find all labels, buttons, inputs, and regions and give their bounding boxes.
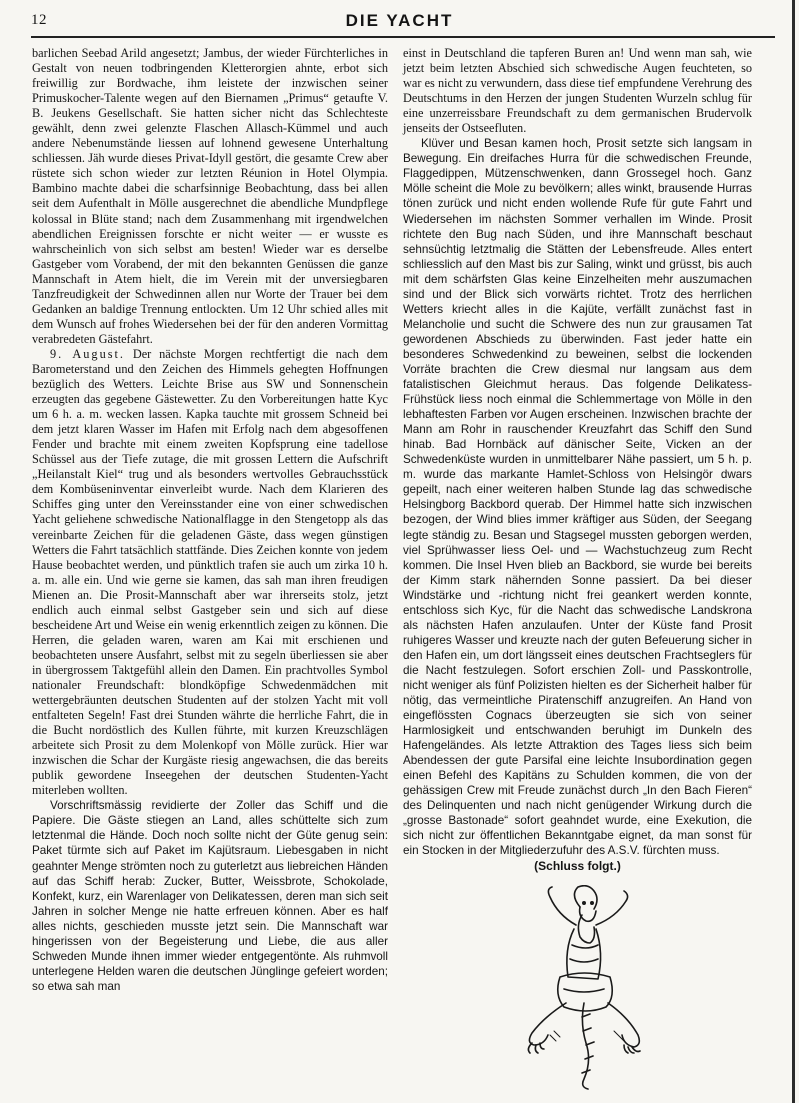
right-paragraph-1: einst in Deutschland die tapferen Buren an! Und wenn man sah, wie jetzt beim letzten Abschied sich schwedische Augen feuchteten, so war es nicht zu verwundern, dass diese tief empfundene Verehrung des Deutschtums in den Herzen der jungen Studenten Wurzeln schlug für eine unzerreissbare Freundschaft zu dem germanischen Brudervolk jenseits der Ostseefluten. [403,46,752,136]
right-column [403,46,752,874]
closing-note: (Schluss folgt.) [534,858,621,873]
left-paragraph-2-text: Der nächste Morgen rechtfertigt die nach dem Barometerstand und den Zeichen des Himmels gehegten Hoffnungen bezüglich des Wetters. Leichte Brise aus SW und Sonnenschein erzeugten das gegebene Gästewetter. Zu den Vorbereitungen hatte Kyc um 6 h. a. m. wecken lassen. Kapka tauchte mit grossem Schneid bei dem jetzt klaren Wasser im Hafen mit Erfolg nach dem abgesoffenen Fender und brachte mit einem zweiten Kopfsprung eine tadellose Schüssel aus der Tiefe zutage, die mit grossen Lettern die Aufschrift „Heilanstalt Kiel“ trug und als besonders wertvolles Gebrauchsstück dem Kombüseninventar einverleibt wurde. Nach dem Klarieren des Schiffes ging unter den Vereinsstander eine von einer schwedischen Yacht geliehene schwedische Nationalflagge in den Stengetopp als das vereinbarte Zeichen für die geladenen Gäste, dass wegen günstigen Wetters die Fahrt tatsächlich stattfände. Dies Zeichen konnte von jedem Hause beobachtet werden, und pünktlich trafen sie auch um zirka 10 h. a. m. alle ein. Und wie gerne sie kamen, das sah man ihren freudigen Mienen an. Die Prosit-Mannschaft aber war ihrerseits stolz, jetzt endlich auch einmal selbst Gastgeber sein und sich auf diese bescheidene Art und Weise ein wenig erkenntlich zeigen zu können. Die Herren, die geladen waren, waren am Kai mit erschienen und beobachteten unsere Ausfahrt, selbst mit zu segeln überliessen sie aber in übergrossem Taktgefühl allein den Damen. Ein prachtvolles Symbol nationaler Freundschaft: blondköpfige Schwedenmädchen mit wettergebräunten deutschen Studenten auf der stolzen Yacht mit voll entfalteten Segeln! Fast drei Stunden währte die herrliche Fahrt, die in die Bucht nordöstlich des Kullen führte, mit kurzen Kreuzschlägen arbeitete sich Prosit zu dem Molenkopf von Mölle zurück. Hier war inzwischen die Schar der Kurgäste riesig angewachsen, die das bereits publik gewordene Inseegehen der deutschen Studenten-Yacht miterleben wollten. [32,346,388,798]
right-paragraph-2: Klüver und Besan kamen hoch, Prosit setzte sich langsam in Bewegung. Ein dreifaches Hurra für die schwedischen Freunde, Flaggedippen, Mützenschwenken, dann Grossegel hoch. Ganz Mölle scheint die Mole zu bevölkern; alles winkt, brausende Hurras tönen zurück und nicht enden wollende Rufe für gute Fahrt und Wiedersehen im nächsten Sommer verhallen im Winde. Prosit richtete den Bug nach Süden, und ihre Mannschaft beschaut sehnsüchtig letztmalig die Stätten der Lebensfreude. Alles entert schliesslich auf den Mast bis zur Saling, winkt und grüsst, bis auch mit dem schärfsten Glas keine Einzelheiten mehr auszumachen sind und der Blick sich vorwärts richtet. Trotz des herrlichen Wetters kriecht alles in die Kajüte, verfällt zunächst fast in Melancholie und sucht die Schwere des nun zur grausamen Tat gewordenen Abschieds zu überwinden. Fast jeder hatte ein besonderes Schwedenkind zu beweinen, selbst die lockenden Vorräte brachten die Crew diesmal nur langsam aus dem fatalistischen Gleichmut heraus. Das folgende Delikatess-Frühstück liess noch einmal die Schlemmertage von Mölle in den lebhaftesten Farben vor Augen erscheinen. Inzwischen brachte der Mann am Rohr in rauschender Kreuzfahrt das Schiff den Sund hinab. Bad Hornbäck auf dänischer Seite, Vicken an der Schwedenküste wurden in unmittelbarer Nähe passiert, um 5 h. p. m. wurde das markante Hamlet-Schloss von Helsingör dwars gepeilt, nach einer weiteren halben Stunde lag das schwedische Helsingborg Backbord querab. Der Himmel hatte sich inzwischen bezogen, der Wind blies immer kräftiger aus Süden, der Seegang legte ständig zu. Besan und Stagsegel mussten geborgen werden, viel Sprühwasser liess Oel- und — Wachstuchzeug zum Recht kommen. Die Insel Hven blieb an Backbord, sie wurde bei bereits der Kimm stark nähernden Sonne passiert. Da bei dieser Windstärke und -richtung nicht frei geankert werden konnte, entschloss sich Kyc, für die Nacht das schwedische Landskrona als nächsten Hafen anzulaufen. Unter der Küste fand Prosit ruhigeres Wasser und kreuzte nach der guten Befeuerung sicher in den Hafen ein, um dort längsseit eines deutschen Frachtseglers für die Nacht festzulegen. Sofort erschien Zoll- und Passkontrolle, nicht weniger als fünf Polizisten hielten es der Sicherheit halber für nötig, das vermeintliche Piratenschiff anzugreifen. An Hand von eingeflössten Cognacs überzeugten sie sich von seiner Harmlosigkeit und entschwanden beruhigt im Dunkeln des Hafengeländes. Als letzte Attraktion des Tages liess sich beim Abendessen der gute Parsifal eine leichte Insubordination gegen einen Befehl des Kapitäns zu Schulden kommen, die von der gehässigen Crew mit Freude zunächst durch „In den Bach Fieren“ des Delinquenten und nach nicht genügender Wirkung durch die „grosse Bastonade“ sofort geahndet wurde, eine Exekution, die sich nicht zur öffentlichen Bekanntgabe eignet, da man sonst für ein Stocken in der Mitgliederzufuhr des A.S.V. fürchten muss. [403,137,752,858]
page-number: 12 [31,12,47,28]
left-paragraph-3: Vorschriftsmässig revidierte der Zoller das Schiff und die Papiere. Die Gäste stiegen an Land, alles schüttelte sich zum letztenmal die Hände. Doch noch sollte nicht der Güte genug sein: Paket türmte sich auf Paket im Kajütsraum. Liebesgaben in nicht geahnter Menge strömten noch zu guterletzt aus liebreichen Händen auf das Schiff herab: Zucker, Butter, Weissbrote, Schokolade, Konfekt, kurz, ein Warenlager von Delikatessen, deren man sich seit Jahren in solcher Menge nie hatte erfreuen können. Aber es half alles nichts, geschieden musste jetzt sein. Die Mannschaft war hingerissen von der Begeisterung und Liebe, die aus aller Schweden Munde ihnen immer wieder entgegentönte. Als ruhmvoll unterlegene Helden waren die deutschen Jünglinge gefeiert worden; so etwa sah man [32,799,388,993]
header-rule [31,36,775,38]
page-edge [792,0,795,1103]
left-paragraph-1: barlichen Seebad Arild angesetzt; Jambus, der wieder Fürchterliches in Gestalt von neuen todbringenden Kletterorgien ahnte, erbot sich freiwillig zur Bordwache, ihm leistete der inzwischen seiner Primuskocher-Talente wegen auf den Biernamen „Primus“ getaufte V. B. Jeukens Gesellschaft. Sie hatten sicher nicht das Schlechteste gewählt, denn zwei gelenzte Flaschen Allasch-Kümmel und auch andere Nebenumstände liessen auf lohnend gewesene Unterhaltung schliessen. Jäh wurde dieses Privat-Idyll gestört, die gesamte Crew aber rüstete sich schon wieder zur letzten Réunion in Hotel Olympia. Bambino machte dabei die scharfsinnige Beobachtung, dass bei allen seit dem Aufenthalt in Mölle ausgerechnet die abendliche Mundpflege kolossal in Blüte stand; nach dem Zusammenhang mit irgendwelchen abendlichen Ereignissen forschte er nicht weiter — er wusste es wahrscheinlich von sich selbst am besten! Wieder war es derselbe Gastgeber vom Vorabend, der mit den bekannten Genüssen die ganze Mannschaft in Atem hielt, die im Verein mit der unversiegbaren Tanzfreudigkeit der Schwedinnen allen nur Worte der Trauer bei dem Gedanken an baldige Trennung entlockten. Um 12 Uhr schied alles mit dem Wunsch auf frohes Wiedersehen bei der für den anderen Vormittag verabredeten Gästefahrt. [32,46,388,346]
running-head-title: DIE YACHT [345,11,454,30]
left-paragraph-2 [32,347,388,798]
date-heading: 9. August. [50,346,125,361]
bastonade-sketch-icon [510,885,660,1090]
left-column [32,46,388,994]
